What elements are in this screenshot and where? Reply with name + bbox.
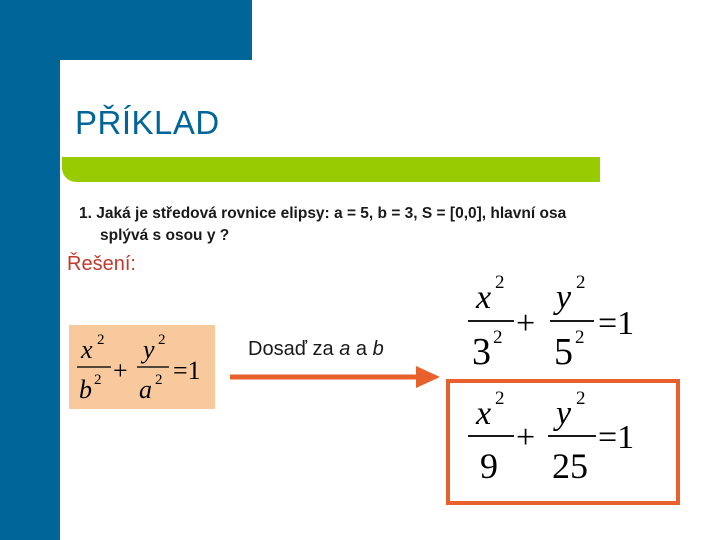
res-num-2: y — [556, 395, 572, 432]
formula-plus: + — [113, 356, 128, 385]
formula-exp-num-1: 2 — [97, 332, 105, 348]
formula-den-2: a — [139, 375, 152, 404]
formula-num-2: y — [143, 335, 155, 364]
general-formula-box — [69, 325, 215, 409]
res-den-2: 25 — [552, 446, 588, 486]
question-line-2: splývá s osou y ? — [100, 227, 230, 244]
substituted-formula — [462, 266, 662, 374]
res-num-1: x — [476, 395, 492, 432]
sub-exp-num-1: 2 — [495, 272, 505, 293]
left-blue-bar — [0, 0, 60, 540]
question-line-1: 1. Jaká je středová rovnice elipsy: a = 5, b = 3, S = [0,0], hlavní osa — [79, 205, 567, 222]
general-formula — [69, 325, 215, 409]
sub-plus: + — [516, 305, 536, 342]
result-formula — [462, 384, 662, 488]
formula-den-1: b — [79, 375, 92, 404]
title-underline-bar — [62, 157, 600, 182]
res-equals: =1 — [598, 419, 635, 456]
sub-exp-den-1: 2 — [493, 327, 503, 348]
formula-exp-den-2: 2 — [155, 372, 163, 388]
substitute-var-a: a — [339, 338, 351, 360]
sub-den-2: 5 — [554, 331, 573, 373]
formula-exp-den-1: 2 — [94, 372, 102, 388]
formula-exp-num-2: 2 — [158, 332, 166, 348]
substitute-prefix: Dosaď za — [248, 338, 340, 360]
formula-num-1: x — [81, 335, 93, 364]
substitute-conj: a — [350, 338, 373, 360]
substitute-instruction — [248, 338, 384, 361]
sub-num-1: x — [476, 279, 492, 316]
sub-den-1: 3 — [472, 331, 491, 373]
slide-title: PŘÍKLAD — [75, 104, 220, 141]
arrow-right-icon — [228, 362, 444, 392]
sub-exp-den-2: 2 — [575, 327, 585, 348]
question-text — [79, 203, 679, 247]
res-den-1: 9 — [480, 446, 498, 486]
sub-exp-num-2: 2 — [576, 272, 586, 293]
top-blue-block — [0, 0, 252, 60]
arrow-head — [416, 366, 440, 388]
sub-num-2: y — [556, 279, 572, 316]
solution-label: Řešení: — [67, 253, 136, 275]
substitute-var-b: b — [372, 338, 384, 360]
res-exp-num-1: 2 — [495, 388, 505, 409]
res-plus: + — [516, 419, 536, 456]
res-exp-num-2: 2 — [576, 388, 586, 409]
corner-curve — [60, 60, 96, 96]
formula-equals: =1 — [173, 356, 201, 385]
sub-equals: =1 — [598, 305, 635, 342]
